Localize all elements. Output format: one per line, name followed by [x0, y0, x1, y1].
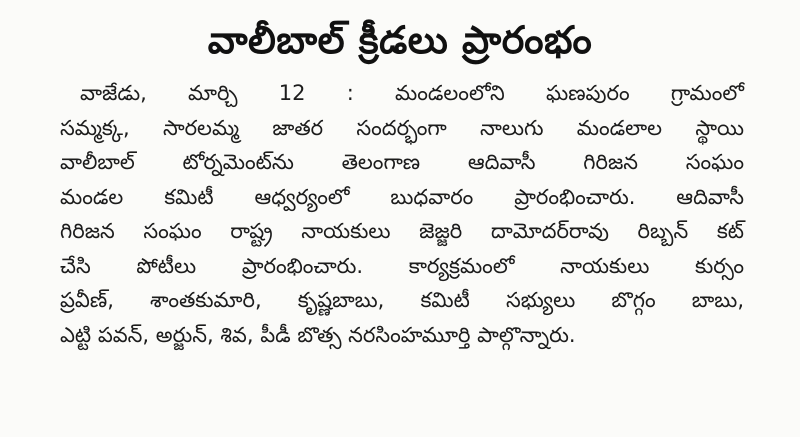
article-headline: వాలీబాల్ క్రీడలు ప్రారంభం [207, 18, 593, 62]
article-line: ఎట్టి పవన్, అర్జున్, శివ, పీడీ బొత్స నరసింహమూర్తి పాల్గొన్నారు. [60, 322, 576, 347]
article-line: వాలీబాల్ టోర్నమెంట్‌ను తెలంగాణ ఆదివాసీ గిరిజన సంఘం [60, 150, 744, 174]
article-line: సమ్మక్క, సారలమ్మ జాతర సందర్భంగా నాలుగు మండలాల స్థాయి [60, 115, 744, 140]
article-line: గిరిజన సంఘం రాష్ట్ర నాయకులు జెజ్జరి దామోదర్‌రావు రిబ్బన్ కట్ [60, 219, 744, 243]
article-line: మండల కమిటీ ఆధ్వర్యంలో బుధవారం ప్రారంభించారు. ఆదివాసీ [60, 184, 744, 209]
article-line: వాజేడు, మార్చి 12 : మండలంలోని ఘణపురం గ్రామంలో [80, 81, 744, 105]
article-line: ప్రవీణ్, శాంతకుమారి, కృష్ణబాబు, కమిటీ సభ్యులు బొగ్గం బాబు, [60, 288, 744, 312]
article-body [60, 76, 744, 352]
article-line: చేసి పోటీలు ప్రారంభించారు. కార్యక్రమంలో నాయకులు కుర్సం [60, 253, 744, 278]
